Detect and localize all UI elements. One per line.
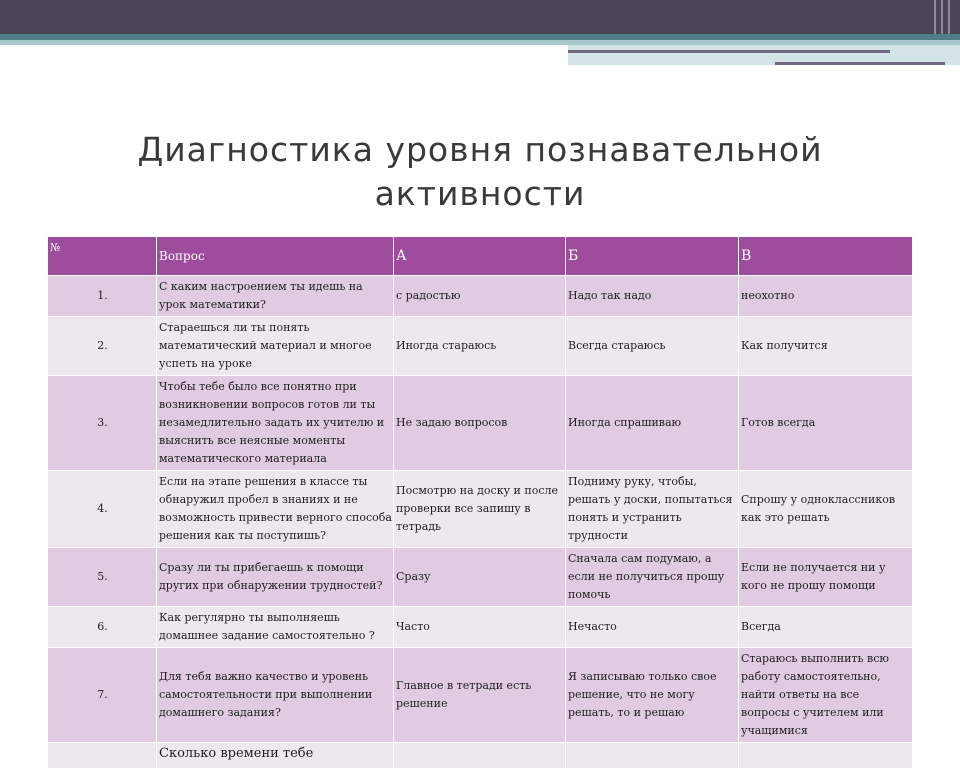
- row-number: 4.: [48, 471, 157, 548]
- header-question: Вопрос: [157, 237, 394, 276]
- row-number: 2.: [48, 317, 157, 376]
- diagnostic-table: [47, 236, 913, 769]
- row-question: Стараешься ли ты понять математический материал и многое успеть на уроке: [157, 317, 394, 376]
- row-answer-c: Всегда: [739, 607, 913, 648]
- row-answer-c: [739, 743, 913, 769]
- row-question: Если на этапе решения в классе ты обнаружил пробел в знаниях и не возможность привести верного способа решения как ты поступишь?: [157, 471, 394, 548]
- slide-top-bar: [0, 0, 960, 34]
- row-question: Как регулярно ты выполняешь домашнее задание самостоятельно ?: [157, 607, 394, 648]
- table-row: [48, 548, 913, 607]
- row-answer-a: Не задаю вопросов: [394, 376, 566, 471]
- top-bar-stripe: [941, 0, 943, 34]
- header-answer-c: В: [739, 237, 913, 276]
- row-answer-c: Как получится: [739, 317, 913, 376]
- row-answer-c: Стараюсь выполнить всю работу самостоятельно, найти ответы на все вопросы с учителем или учащимися: [739, 648, 913, 743]
- table-row: [48, 276, 913, 317]
- row-number: 1.: [48, 276, 157, 317]
- slide-title: Диагностика уровня познавательной активности: [137, 130, 823, 213]
- row-question: Сразу ли ты прибегаешь к помощи других при обнаружении трудностей?: [157, 548, 394, 607]
- top-bar-stripe: [948, 0, 950, 34]
- row-number: 5.: [48, 548, 157, 607]
- top-bar-stripe: [934, 0, 936, 34]
- header-answer-b: Б: [566, 237, 739, 276]
- table-row: [48, 743, 913, 769]
- row-answer-a: Иногда стараюсь: [394, 317, 566, 376]
- row-answer-b: Подниму руку, чтобы, решать у доски, попытаться понять и устранить трудности: [566, 471, 739, 548]
- table-row: [48, 607, 913, 648]
- row-answer-b: Сначала сам подумаю, а если не получиться прошу помочь: [566, 548, 739, 607]
- row-number: [48, 743, 157, 769]
- row-question: С каким настроением ты идешь на урок математики?: [157, 276, 394, 317]
- row-answer-a: с радостью: [394, 276, 566, 317]
- row-answer-a: [394, 743, 566, 769]
- row-answer-b: Нечасто: [566, 607, 739, 648]
- table-row: [48, 317, 913, 376]
- row-answer-c: Спрошу у одноклассников как это решать: [739, 471, 913, 548]
- row-answer-b: Я записываю только свое решение, что не могу решать, то и решаю: [566, 648, 739, 743]
- row-answer-c: неохотно: [739, 276, 913, 317]
- table-header-row: [48, 237, 913, 276]
- row-number: 3.: [48, 376, 157, 471]
- row-answer-c: Готов всегда: [739, 376, 913, 471]
- row-answer-a: Сразу: [394, 548, 566, 607]
- header-answer-a: А: [394, 237, 566, 276]
- header-number: №: [48, 237, 157, 276]
- row-number: 6.: [48, 607, 157, 648]
- row-question: Сколько времени тебе: [157, 743, 394, 769]
- row-answer-a: Часто: [394, 607, 566, 648]
- table-row: [48, 471, 913, 548]
- row-answer-b: Иногда спрашиваю: [566, 376, 739, 471]
- row-question: Для тебя важно качество и уровень самостоятельности при выполнении домашнего задания?: [157, 648, 394, 743]
- row-answer-b: [566, 743, 739, 769]
- row-answer-a: Посмотрю на доску и после проверки все запишу в тетрадь: [394, 471, 566, 548]
- row-answer-c: Если не получается ни у кого не прошу помощи: [739, 548, 913, 607]
- decor-line: [775, 62, 945, 65]
- decor-line: [568, 50, 890, 53]
- row-answer-b: Надо так надо: [566, 276, 739, 317]
- table-row: [48, 376, 913, 471]
- row-number: 7.: [48, 648, 157, 743]
- row-answer-b: Всегда стараюсь: [566, 317, 739, 376]
- table-row: [48, 648, 913, 743]
- row-question: Чтобы тебе было все понятно при возникновении вопросов готов ли ты незамедлительно задать их учителю и выяснить все неясные моменты математического материала: [157, 376, 394, 471]
- row-answer-a: Главное в тетради есть решение: [394, 648, 566, 743]
